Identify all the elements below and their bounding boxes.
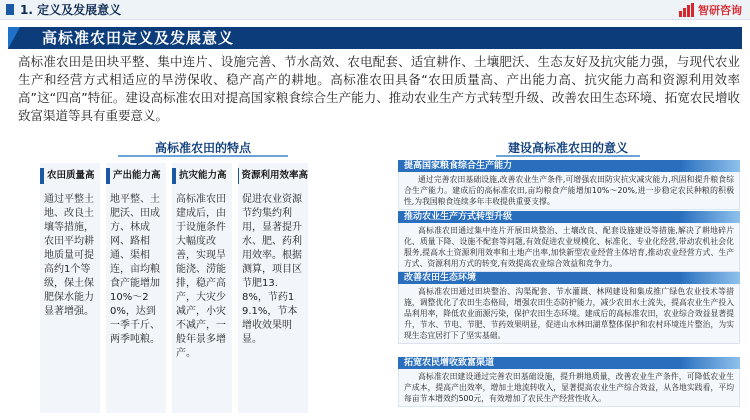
title-banner [8, 27, 742, 49]
significance-card-title: 改善农田生态环境 [398, 272, 740, 284]
feature-column [106, 163, 166, 413]
significance-card-title: 提高国家粮食综合生产能力 [398, 160, 740, 172]
significance-card-body: 高标准农田建设通过完善农田基础设施，提升耕地质量，改善农业生产条件，可降低农业生产成本，提高产出效率，增加土地流转收入，显著提高农业生产综合效益，从各地实践看，平均每亩节本增效约500元，有效增加了农民生产经营性收入。 [398, 369, 740, 407]
page-title: 高标准农田定义及发展意义 [42, 29, 235, 47]
feature-body: 促进农业资源节约集约利用，显著提升水、肥、药利用效率。根据测算，项目区节肥13.8%，节药19.1%，节本增收效果明显。 [242, 194, 302, 345]
feature-column [238, 163, 308, 413]
feature-column [40, 163, 100, 413]
significance-card [398, 272, 740, 344]
significance-card [398, 160, 740, 210]
feature-column-header [172, 165, 232, 187]
feature-column-header [106, 165, 166, 187]
feature-column [172, 163, 232, 413]
significance-card-title: 推动农业生产方式转型升级 [398, 211, 740, 223]
banner-accent [8, 27, 20, 49]
features-columns [40, 163, 366, 413]
feature-body: 高标准农田建成后，由于设施条件大幅度改善，实现旱能浇、涝能排，稳产高产，大灾少减产，小灾不减产，一般年景多增产。 [176, 194, 226, 359]
significance-card [398, 211, 740, 272]
features-heading [38, 137, 368, 157]
feature-column-header [238, 165, 308, 187]
bar-chart-icon [679, 3, 695, 17]
intro-paragraph: 高标准农田是田块平整、集中连片、设施完善、节水高效、农电配套、适宜耕作、土壤肥沃、生态友好及抗灾能力强，与现代农业生产和经营方式相适应的旱涝保收、稳产高产的耕地。高标准农田具备“农田质量高、产出能力高、抗灾能力高和资源利用效率高”这“四高”特征。建设高标准农田对提高国家粮食综合生产能力、推动农业生产方式转型升级、改善农田生态环境、拓宽农民增收致富渠道等具有重要意义。 [18, 54, 740, 123]
section-header-bar [0, 0, 750, 20]
significance-heading-text: 建设高标准农田的意义 [507, 141, 628, 155]
significance-card [398, 357, 740, 407]
significance-card-title: 拓宽农民增收致富渠道 [398, 357, 740, 369]
feature-title: 产出能力高 [113, 170, 161, 181]
brand-name: 智研咨询 [698, 4, 742, 17]
feature-body: 地平整、土肥沃、田成方、林成网、路相通、渠相连，亩均粮食产能增加10%～20%，达到一季千斤、两季吨粮。 [110, 194, 160, 345]
significance-heading [396, 137, 740, 157]
section-marker [6, 4, 14, 15]
feature-title: 农田质量高 [47, 170, 95, 181]
feature-column-header [40, 165, 100, 187]
significance-card-body: 高标准农田通过集中连片开展田块整治、土壤改良、配套设施建设等措施,解决了耕地碎片化、质量下降、设施不配套等问题,有效促进农业规模化、标准化、专业化经营,带动农机社会化服务,提高水土资源利用效率和土地产出率,加快新型农业经营主体培育,推动农业经营方式、生产方式、资源利用方式的转变,有效提高农业综合效益和竞争力。 [398, 223, 740, 272]
section-heading: 1. 定义及发展意义 [20, 3, 122, 17]
brand-logo [679, 2, 742, 18]
feature-title: 抗灾能力高 [179, 170, 227, 181]
feature-body: 通过平整土地、改良土壤等措施，农田平均耕地质量可提高约1个等级，保土保肥保水能力显著增强。 [44, 194, 94, 317]
features-heading-text: 高标准农田的特点 [154, 141, 251, 155]
feature-title: 资源利用效率高 [241, 170, 308, 181]
significance-card-body: 高标准农田通过田块整治、沟渠配套、节水灌溉、林网建设和集成推广绿色农业技术等措施，调整优化了农田生态格局，增强农田生态防护能力，减少农田水土流失，提高农业生产投入品利用率，降低农业面源污染，保护农田生态环境。建成后的高标准农田，农业综合效益显著提升，节水、节电、节肥、节药效果明显，促进山水林田湖草整体保护和农村环境连片整治，为实现生态宜居打下了坚实基础。 [398, 284, 740, 344]
significance-card-body: 通过完善农田基础设施,改善农业生产条件,可增强农田防灾抗灾减灾能力,巩固和提升粮食综合生产能力。建成后的高标准农田,亩均粮食产能增加10%～20%,进一步稳定农民种粮的积极性,为我国粮食连续多年丰收提供重要支撑。 [398, 172, 740, 210]
